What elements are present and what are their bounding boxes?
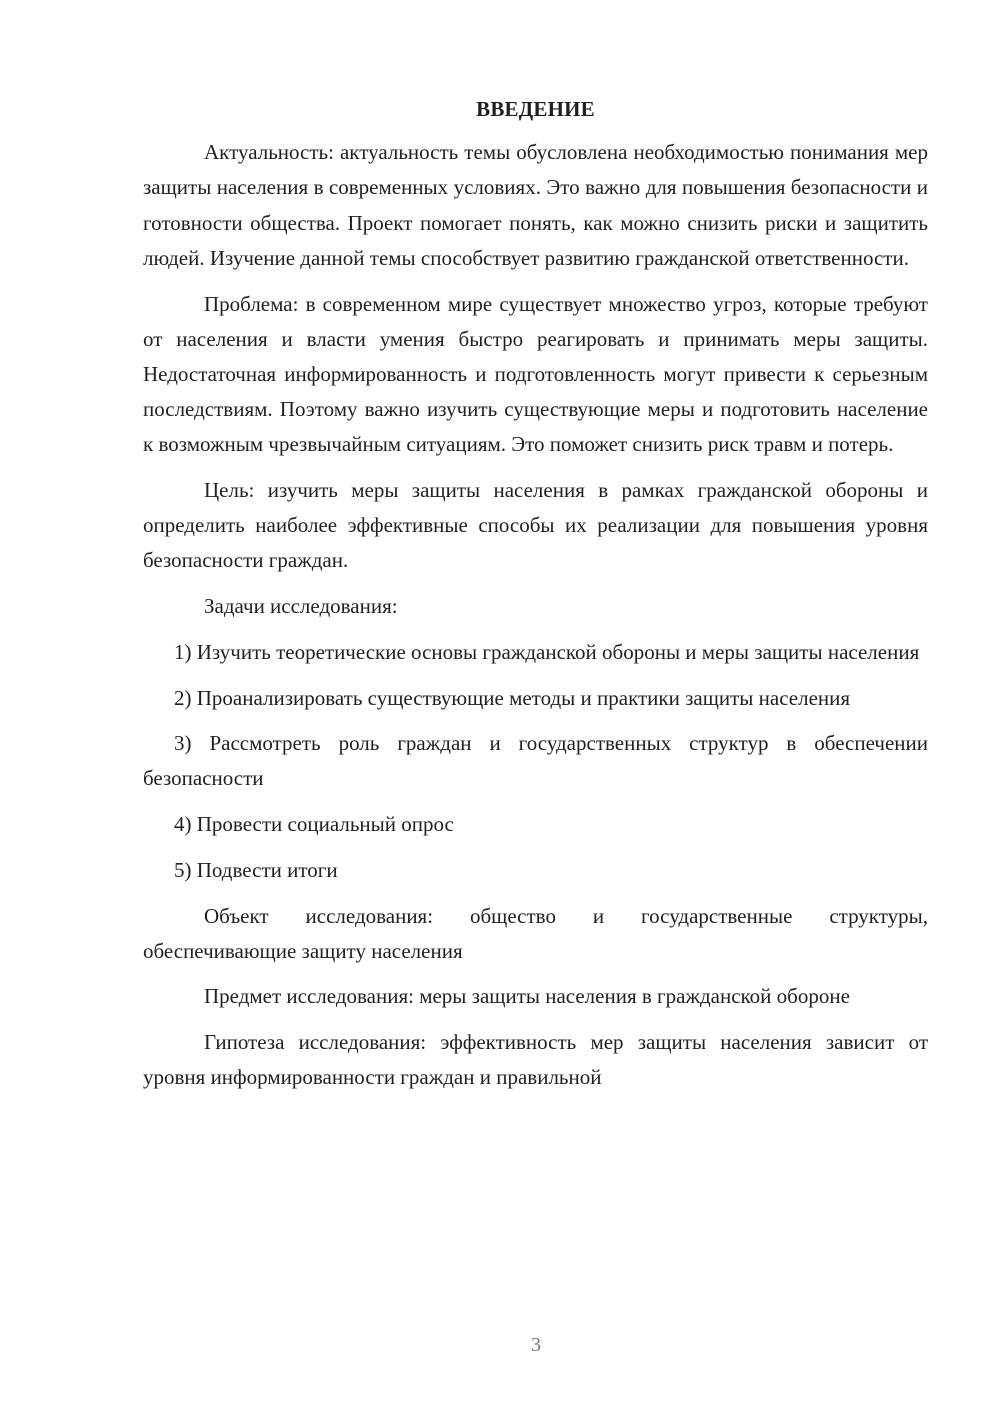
task-item-1: 1) Изучить теоретические основы гражданской обороны и меры защиты населения <box>174 639 920 664</box>
relevance-paragraph: Актуальность: актуальность темы обусловлена необходимостью понимания мер защиты населения в современных условиях. Это важно для повышения безопасности и готовности общества. Проект помогает понять, как можно снизить риски и защитить людей. Изучение данной темы способствует развитию гражданской ответственности. <box>143 140 928 270</box>
page-title: ВВЕДЕНИЕ <box>476 97 595 121</box>
page-number: 3 <box>531 1334 541 1356</box>
task-item-2: 2) Проанализировать существующие методы и практики защиты населения <box>174 685 851 710</box>
goal-paragraph: Цель: изучить меры защиты населения в рамках гражданской обороны и определить наиболее эффективные способы их реализации для повышения уровня безопасности граждан. <box>143 478 928 573</box>
tasks-heading: Задачи исследования: <box>204 594 398 619</box>
task-item-5: 5) Подвести итоги <box>174 857 338 882</box>
document-page <box>143 92 928 1106</box>
object-paragraph: Объект исследования: общество и государственные структуры, обеспечивающие защиту населения <box>143 903 928 963</box>
subject-paragraph: Предмет исследования: меры защиты населения в гражданской обороне <box>204 984 850 1009</box>
task-item-3: 3) Рассмотреть роль граждан и государственных структур в обеспечении безопасности <box>143 731 928 791</box>
problem-paragraph: Проблема: в современном мире существует множество угроз, которые требуют от населения и власти умения быстро реагировать и принимать меры защиты. Недостаточная информированность и подготовленность могут привести к серьезным последствиям. Поэтому важно изучить существующие меры и подготовить население к возможным чрезвычайным ситуациям. Это поможет снизить риск травм и потерь. <box>143 291 928 457</box>
hypothesis-paragraph: Гипотеза исследования: эффективность мер защиты населения зависит от уровня информированности граждан и правильной <box>143 1030 928 1090</box>
task-item-4: 4) Провести социальный опрос <box>174 812 454 837</box>
